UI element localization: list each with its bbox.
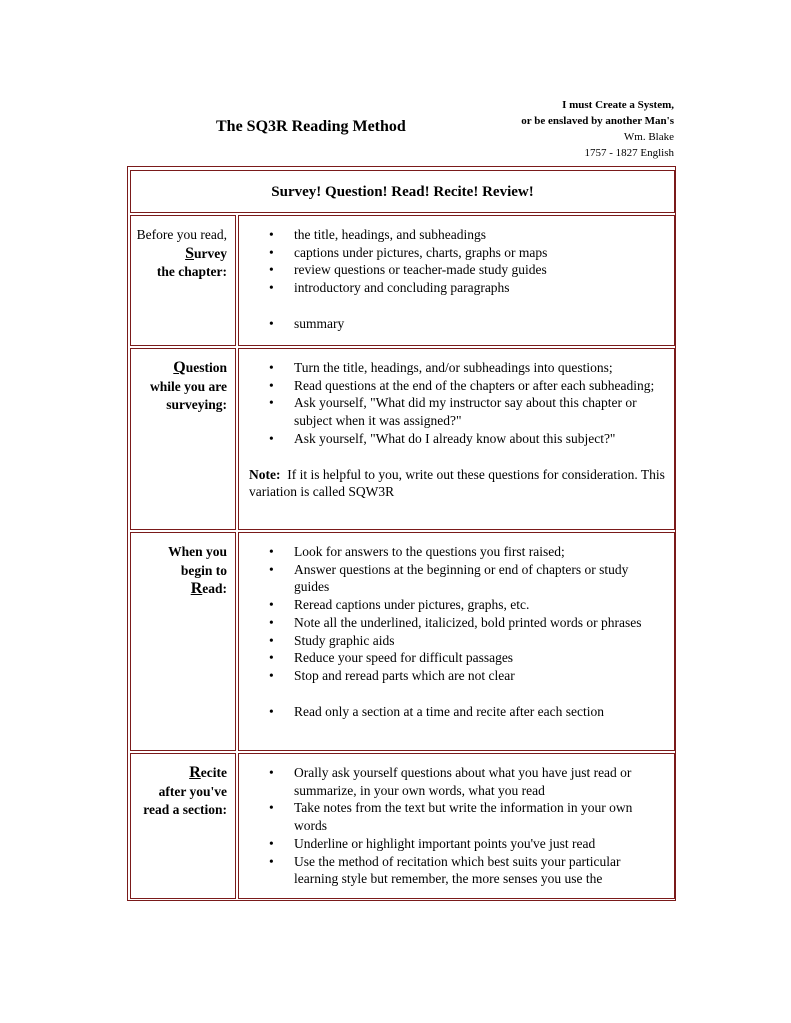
question-label-post: while you are surveying: [150,378,227,412]
quote-dates: 1757 - 1827 English [584,147,674,159]
list-item: • Underline or highlight important points you've just read [294,835,666,853]
list-item: • Read only a section at a time and recite after each section [294,703,666,721]
list-item: • the title, headings, and subheadings [294,226,666,244]
list-item: • introductory and concluding paragraphs [294,279,666,297]
list-item: • Stop and reread parts which are not clear [294,667,666,685]
list-item: • Look for answers to the questions you first raised; [294,543,666,561]
list-item: • review questions or teacher-made study guides [294,261,666,279]
list-item: • Note all the underlined, italicized, bold printed words or phrases [294,614,666,632]
question-initial: Q [173,359,186,376]
read-extra-list [249,703,666,721]
survey-label-rest: urvey [194,245,227,261]
question-content-cell [238,348,675,530]
note-label: Note: [249,466,281,482]
list-item: • Reread captions under pictures, graphs, etc. [294,596,666,614]
survey-extra-list [249,315,666,333]
quote-line-2: or be enslaved by another Man's [521,115,674,127]
survey-label-cell [130,215,236,346]
question-note [249,466,666,501]
list-item: • Turn the title, headings, and/or subheadings into questions; [294,359,666,377]
recite-list [249,764,666,888]
read-label-rest: ead: [202,581,227,596]
read-list [249,543,666,685]
list-item: • Read questions at the end of the chapters or after each subheading; [294,377,666,395]
survey-content-cell [238,215,675,346]
recite-content-cell [238,753,675,899]
question-list [249,359,666,448]
list-item: • Use the method of recitation which best suits your particular learning style but remember, the more senses you use the [294,853,666,888]
survey-list [249,226,666,297]
survey-label-post: the chapter: [156,264,227,279]
list-item: • Study graphic aids [294,632,666,650]
question-label-rest: uestion [185,360,227,375]
list-item: • captions under pictures, charts, graphs or maps [294,244,666,262]
read-label-cell [130,532,236,751]
survey-label-pre: Before you read, [136,227,227,242]
list-item: • Orally ask yourself questions about what you have just read or summarize, in your own words, what you read [294,764,666,799]
note-text: If it is helpful to you, write out these questions for consideration. This variation is called SQW3R [249,466,665,500]
list-item: • Answer questions at the beginning or end of chapters or study guides [294,561,666,596]
list-item: • Reduce your speed for difficult passages [294,649,666,667]
list-item: • Take notes from the text but write the information in your own words [294,799,666,834]
page-title: The SQ3R Reading Method [216,118,406,135]
recite-label-cell [130,753,236,899]
recite-label-post: after you've read a section: [143,783,227,817]
survey-initial: S [185,244,194,262]
list-item: • summary [294,315,666,333]
read-label-pre: When you begin to [168,544,227,578]
epigraph [521,97,674,161]
quote-author: Wm. Blake [623,131,674,143]
list-item: • Ask yourself, "What do I already know about this subject?" [294,430,666,448]
recite-label-rest: ecite [200,765,227,780]
list-item: • Ask yourself, "What did my instructor say about this chapter or subject when it was assigned?" [294,394,666,429]
quote-line-1: I must Create a System, [562,99,674,111]
read-content-cell [238,532,675,751]
read-initial: R [190,580,203,597]
question-label-cell [130,348,236,530]
table-header: Survey! Question! Read! Recite! Review! [130,170,675,213]
recite-initial: R [189,764,201,781]
